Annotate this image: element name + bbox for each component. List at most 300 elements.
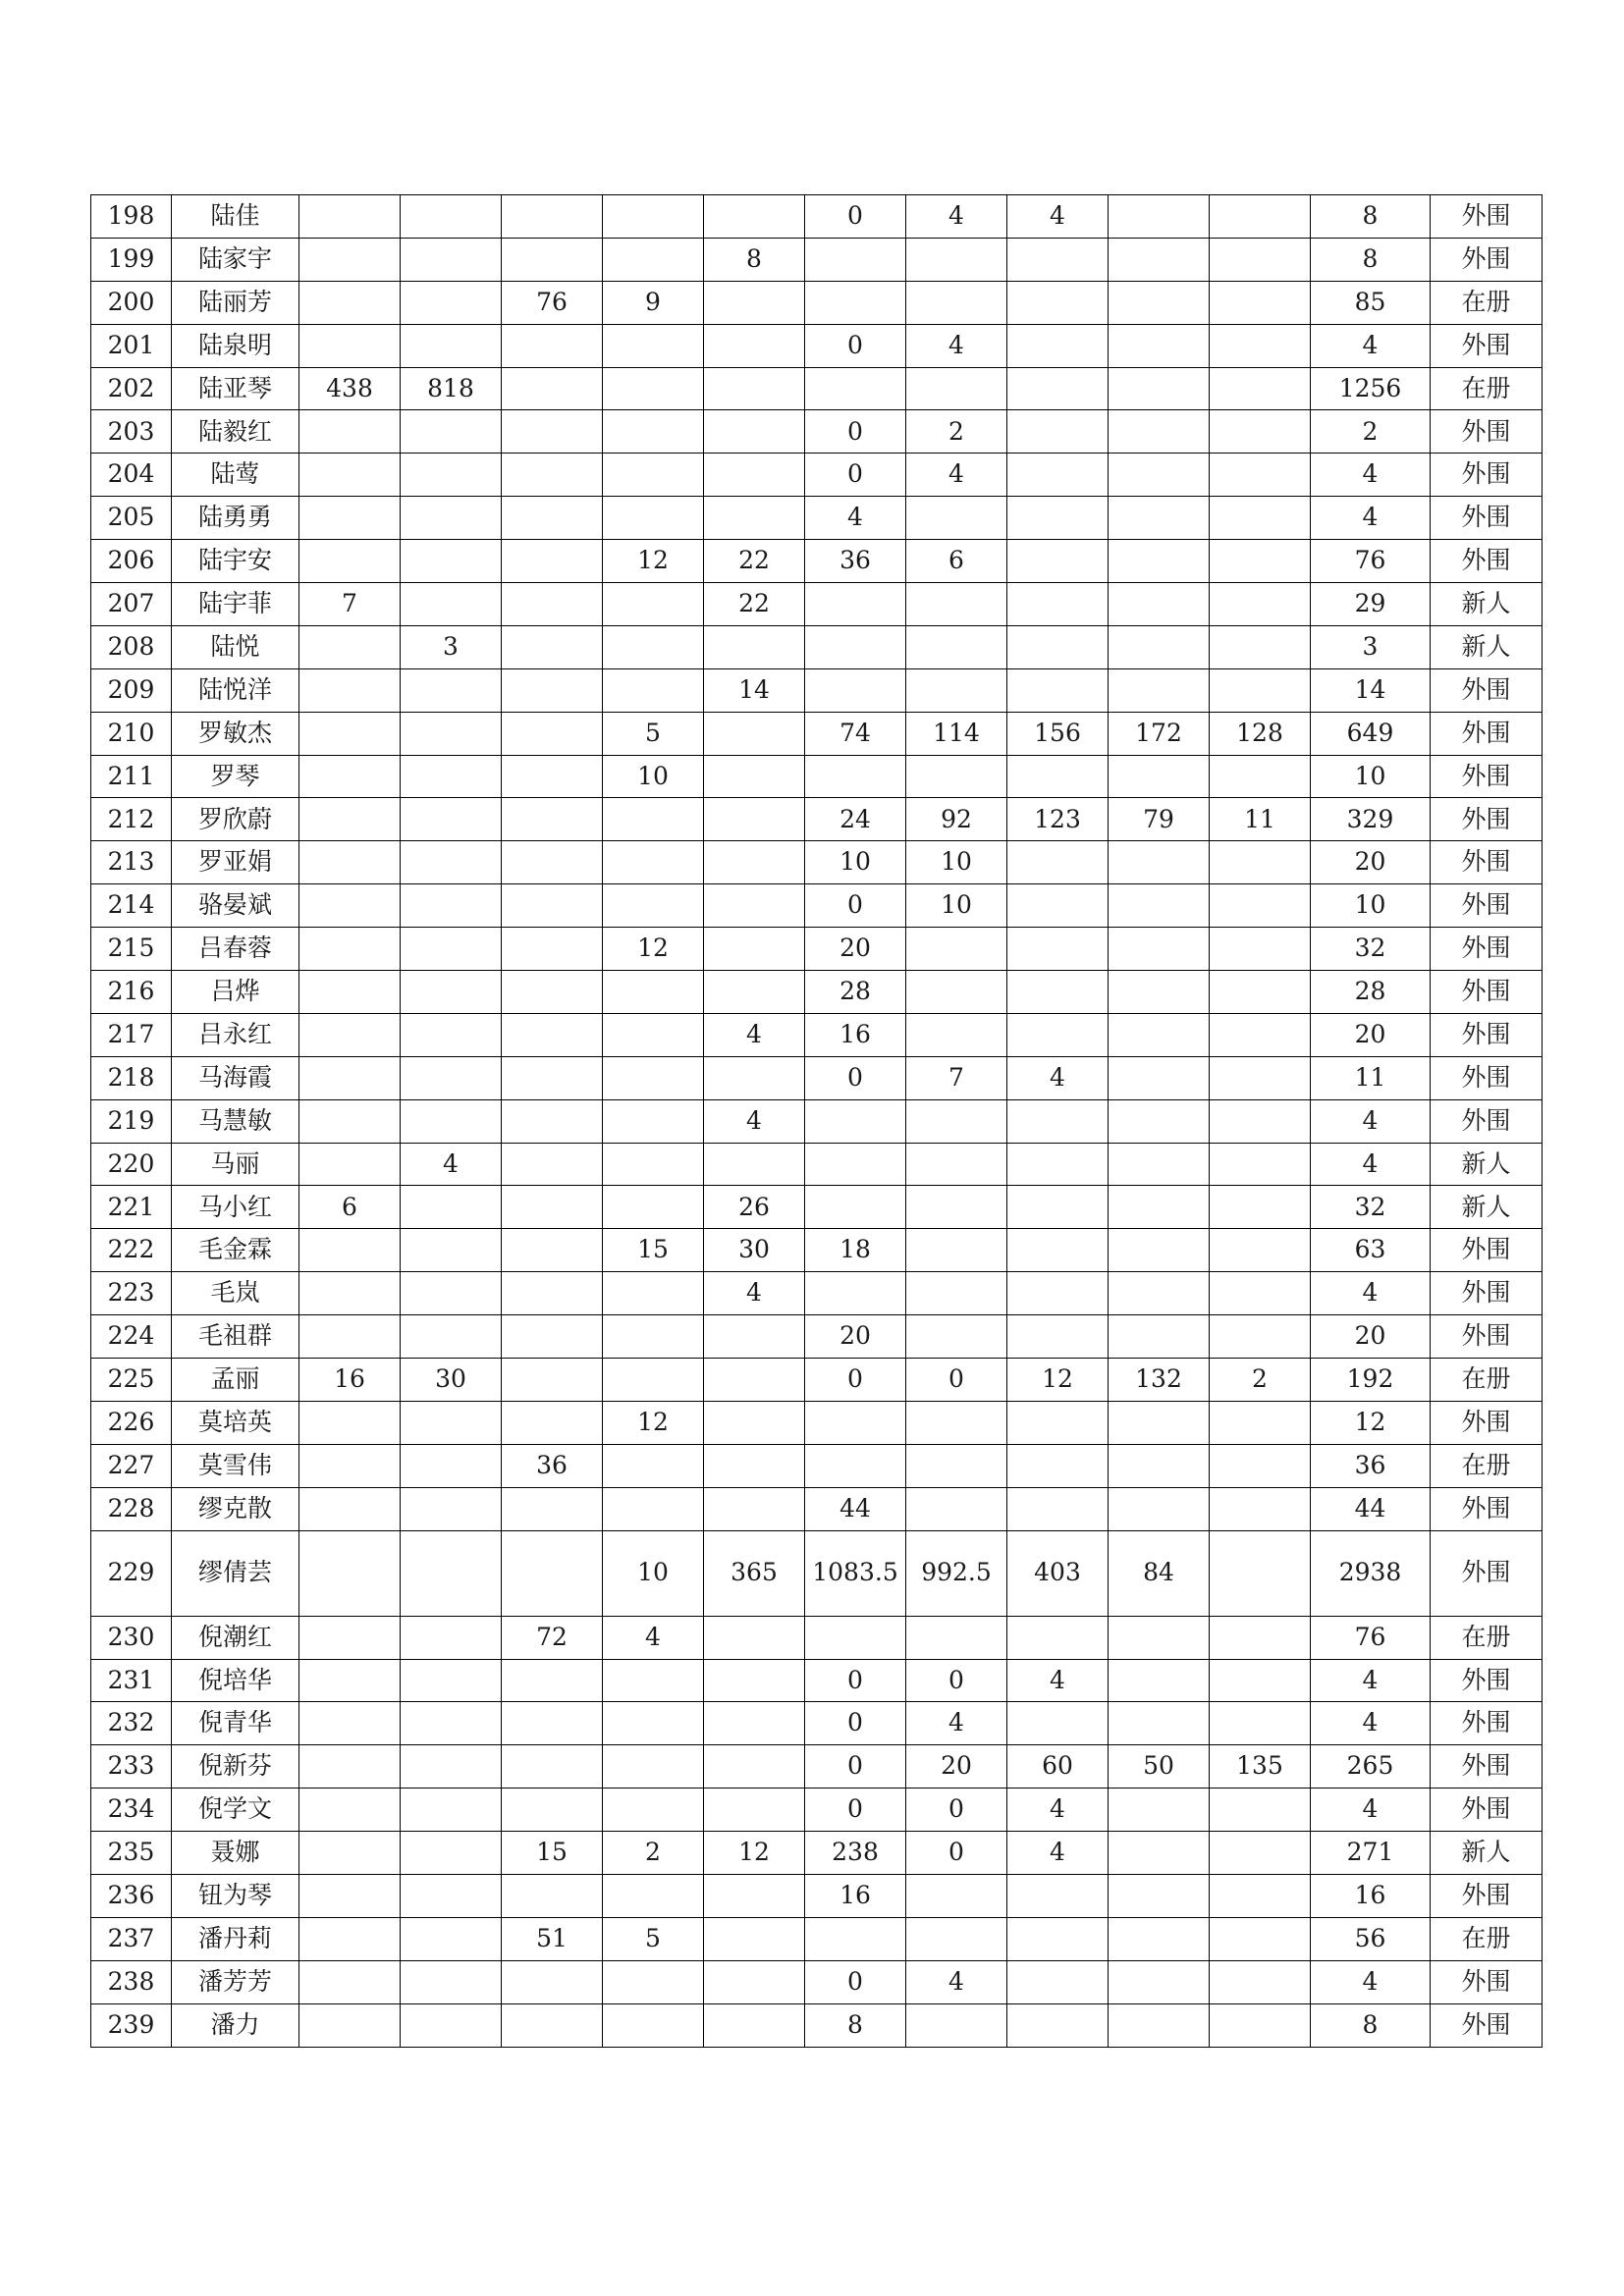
col-7: 26: [704, 1186, 805, 1229]
row-number: 198: [91, 195, 172, 239]
col-12: [1210, 497, 1311, 540]
name-cell: 陆悦: [172, 625, 299, 668]
col-3: [299, 1702, 401, 1745]
col-3: [299, 1143, 401, 1186]
table-row: [91, 1013, 1543, 1056]
row-number: 217: [91, 1013, 172, 1056]
col-3: 6: [299, 1186, 401, 1229]
col-10: 4: [1007, 1832, 1109, 1875]
col-6: 12: [603, 1401, 704, 1444]
row-number: 239: [91, 2003, 172, 2047]
col-12: [1210, 281, 1311, 324]
col-7: [704, 454, 805, 497]
col-11: [1109, 1229, 1210, 1272]
table-row: [91, 1444, 1543, 1487]
col-9: [906, 1099, 1007, 1143]
col-9: 0: [906, 1789, 1007, 1832]
col-8: [805, 1143, 906, 1186]
col-7: 12: [704, 1832, 805, 1875]
name-cell: 马慧敏: [172, 1099, 299, 1143]
status-cell: 外围: [1431, 1099, 1543, 1143]
status-cell: 在册: [1431, 281, 1543, 324]
col-6: [603, 1444, 704, 1487]
col-4: 30: [401, 1359, 502, 1402]
col-10: [1007, 540, 1109, 583]
table-row: [91, 1917, 1543, 1960]
row-number: 228: [91, 1487, 172, 1530]
col-5: [502, 1530, 603, 1616]
col-10: [1007, 1315, 1109, 1359]
row-number: 205: [91, 497, 172, 540]
col-8: 28: [805, 971, 906, 1014]
col-4: [401, 1272, 502, 1315]
table-row: [91, 755, 1543, 798]
col-7: [704, 1487, 805, 1530]
col-4: [401, 841, 502, 884]
col-12: [1210, 1487, 1311, 1530]
name-cell: 陆毅红: [172, 410, 299, 454]
col-6: [603, 1702, 704, 1745]
status-cell: 外围: [1431, 324, 1543, 367]
col-4: 4: [401, 1143, 502, 1186]
col-7: [704, 798, 805, 841]
col-5: [502, 1874, 603, 1917]
col-9: [906, 497, 1007, 540]
col-10: [1007, 841, 1109, 884]
status-cell: 外围: [1431, 1702, 1543, 1745]
col-10: [1007, 971, 1109, 1014]
col-7: 30: [704, 1229, 805, 1272]
col-11: [1109, 1143, 1210, 1186]
col-10: [1007, 1013, 1109, 1056]
col-10: [1007, 1917, 1109, 1960]
col-3: [299, 884, 401, 928]
col-7: [704, 1616, 805, 1659]
col-10: 403: [1007, 1530, 1109, 1616]
col-8: [805, 1616, 906, 1659]
col-9: [906, 1917, 1007, 1960]
col-7: [704, 324, 805, 367]
col-12: 2: [1210, 1359, 1311, 1402]
col-4: [401, 238, 502, 281]
col-11: [1109, 583, 1210, 626]
name-cell: 陆悦洋: [172, 668, 299, 712]
col-10: [1007, 1099, 1109, 1143]
col-12: [1210, 1659, 1311, 1702]
total-cell: 1256: [1311, 367, 1431, 410]
col-7: [704, 2003, 805, 2047]
col-6: 10: [603, 755, 704, 798]
col-3: [299, 1789, 401, 1832]
col-6: [603, 1056, 704, 1099]
row-number: 231: [91, 1659, 172, 1702]
col-5: [502, 1056, 603, 1099]
col-10: [1007, 454, 1109, 497]
total-cell: 28: [1311, 971, 1431, 1014]
total-cell: 8: [1311, 2003, 1431, 2047]
col-12: [1210, 195, 1311, 239]
col-12: [1210, 2003, 1311, 2047]
status-cell: 外围: [1431, 798, 1543, 841]
col-7: [704, 1659, 805, 1702]
table-row: [91, 1745, 1543, 1789]
col-6: [603, 195, 704, 239]
col-9: 4: [906, 1702, 1007, 1745]
col-6: 4: [603, 1616, 704, 1659]
total-cell: 2938: [1311, 1530, 1431, 1616]
col-10: 12: [1007, 1359, 1109, 1402]
col-8: 20: [805, 928, 906, 971]
name-cell: 缪倩芸: [172, 1530, 299, 1616]
status-cell: 在册: [1431, 1444, 1543, 1487]
col-5: [502, 625, 603, 668]
col-12: [1210, 668, 1311, 712]
total-cell: 85: [1311, 281, 1431, 324]
row-number: 206: [91, 540, 172, 583]
col-8: 0: [805, 454, 906, 497]
status-cell: 在册: [1431, 1359, 1543, 1402]
col-6: [603, 1315, 704, 1359]
col-6: [603, 1874, 704, 1917]
col-3: [299, 1874, 401, 1917]
col-8: 0: [805, 1789, 906, 1832]
col-11: [1109, 1401, 1210, 1444]
row-number: 214: [91, 884, 172, 928]
total-cell: 8: [1311, 195, 1431, 239]
col-5: [502, 1401, 603, 1444]
table-row: [91, 281, 1543, 324]
col-3: [299, 625, 401, 668]
table-row: [91, 712, 1543, 755]
col-7: [704, 1315, 805, 1359]
table-row: [91, 2003, 1543, 2047]
status-cell: 外围: [1431, 1315, 1543, 1359]
col-6: [603, 971, 704, 1014]
col-8: 0: [805, 1960, 906, 2003]
col-3: [299, 798, 401, 841]
total-cell: 4: [1311, 1143, 1431, 1186]
status-cell: 外围: [1431, 712, 1543, 755]
col-11: [1109, 1874, 1210, 1917]
col-10: 4: [1007, 195, 1109, 239]
col-6: 9: [603, 281, 704, 324]
col-10: [1007, 1487, 1109, 1530]
col-10: [1007, 583, 1109, 626]
col-7: [704, 1444, 805, 1487]
col-12: [1210, 367, 1311, 410]
col-5: [502, 1745, 603, 1789]
col-7: [704, 1874, 805, 1917]
col-5: [502, 1789, 603, 1832]
col-10: [1007, 928, 1109, 971]
total-cell: 649: [1311, 712, 1431, 755]
name-cell: 陆佳: [172, 195, 299, 239]
name-cell: 缪克散: [172, 1487, 299, 1530]
col-7: [704, 1917, 805, 1960]
col-4: [401, 884, 502, 928]
col-7: 8: [704, 238, 805, 281]
col-7: 365: [704, 1530, 805, 1616]
row-number: 229: [91, 1530, 172, 1616]
col-4: [401, 1874, 502, 1917]
table-row: [91, 928, 1543, 971]
status-cell: 在册: [1431, 367, 1543, 410]
col-4: [401, 668, 502, 712]
table-row: [91, 884, 1543, 928]
col-8: [805, 1401, 906, 1444]
col-3: [299, 1401, 401, 1444]
col-10: 4: [1007, 1789, 1109, 1832]
col-11: [1109, 668, 1210, 712]
name-cell: 倪培华: [172, 1659, 299, 1702]
col-12: [1210, 1143, 1311, 1186]
total-cell: 20: [1311, 841, 1431, 884]
col-10: [1007, 1143, 1109, 1186]
name-cell: 马小红: [172, 1186, 299, 1229]
col-12: [1210, 755, 1311, 798]
col-7: [704, 1143, 805, 1186]
col-5: [502, 497, 603, 540]
col-5: [502, 195, 603, 239]
row-number: 235: [91, 1832, 172, 1875]
col-3: 7: [299, 583, 401, 626]
col-3: [299, 195, 401, 239]
col-11: [1109, 1789, 1210, 1832]
col-8: 0: [805, 195, 906, 239]
name-cell: 莫培英: [172, 1401, 299, 1444]
col-5: [502, 1186, 603, 1229]
total-cell: 29: [1311, 583, 1431, 626]
col-4: [401, 1789, 502, 1832]
row-number: 219: [91, 1099, 172, 1143]
name-cell: 陆宇菲: [172, 583, 299, 626]
col-4: [401, 1186, 502, 1229]
col-4: [401, 195, 502, 239]
total-cell: 63: [1311, 1229, 1431, 1272]
col-4: [401, 583, 502, 626]
total-cell: 56: [1311, 1917, 1431, 1960]
col-4: [401, 1444, 502, 1487]
name-cell: 莫雪伟: [172, 1444, 299, 1487]
col-10: [1007, 625, 1109, 668]
col-3: [299, 1056, 401, 1099]
row-number: 236: [91, 1874, 172, 1917]
row-number: 203: [91, 410, 172, 454]
col-8: 238: [805, 1832, 906, 1875]
col-12: [1210, 1616, 1311, 1659]
col-12: [1210, 1401, 1311, 1444]
total-cell: 265: [1311, 1745, 1431, 1789]
col-4: [401, 1401, 502, 1444]
col-7: [704, 281, 805, 324]
col-5: [502, 324, 603, 367]
col-7: 4: [704, 1013, 805, 1056]
total-cell: 4: [1311, 1272, 1431, 1315]
col-4: [401, 1013, 502, 1056]
col-11: [1109, 1616, 1210, 1659]
row-number: 202: [91, 367, 172, 410]
name-cell: 陆丽芳: [172, 281, 299, 324]
col-7: 22: [704, 583, 805, 626]
name-cell: 毛金霖: [172, 1229, 299, 1272]
col-7: [704, 884, 805, 928]
col-5: [502, 238, 603, 281]
col-12: [1210, 1832, 1311, 1875]
col-4: [401, 1487, 502, 1530]
total-cell: 4: [1311, 454, 1431, 497]
col-12: [1210, 1917, 1311, 1960]
col-5: [502, 798, 603, 841]
col-7: [704, 1401, 805, 1444]
col-7: [704, 755, 805, 798]
col-7: 14: [704, 668, 805, 712]
total-cell: 10: [1311, 755, 1431, 798]
col-3: [299, 1315, 401, 1359]
table-row: [91, 1056, 1543, 1099]
total-cell: 10: [1311, 884, 1431, 928]
col-5: [502, 1013, 603, 1056]
name-cell: 孟丽: [172, 1359, 299, 1402]
col-11: [1109, 1056, 1210, 1099]
col-11: [1109, 1099, 1210, 1143]
row-number: 230: [91, 1616, 172, 1659]
table-row: [91, 1789, 1543, 1832]
row-number: 208: [91, 625, 172, 668]
col-8: 8: [805, 2003, 906, 2047]
table-row: [91, 497, 1543, 540]
col-12: 135: [1210, 1745, 1311, 1789]
row-number: 220: [91, 1143, 172, 1186]
status-cell: 外围: [1431, 1229, 1543, 1272]
status-cell: 外围: [1431, 1960, 1543, 2003]
col-6: [603, 367, 704, 410]
table-row: [91, 454, 1543, 497]
col-7: [704, 1056, 805, 1099]
row-number: 224: [91, 1315, 172, 1359]
total-cell: 4: [1311, 1659, 1431, 1702]
col-8: 16: [805, 1874, 906, 1917]
col-6: [603, 1659, 704, 1702]
col-3: [299, 1013, 401, 1056]
col-3: [299, 1530, 401, 1616]
total-cell: 12: [1311, 1401, 1431, 1444]
col-5: [502, 1143, 603, 1186]
table-row: [91, 1616, 1543, 1659]
col-8: [805, 755, 906, 798]
col-4: [401, 1056, 502, 1099]
col-5: [502, 755, 603, 798]
col-6: [603, 238, 704, 281]
col-9: [906, 1487, 1007, 1530]
name-cell: 罗欣蔚: [172, 798, 299, 841]
col-10: [1007, 2003, 1109, 2047]
col-3: [299, 928, 401, 971]
col-11: 84: [1109, 1530, 1210, 1616]
col-4: [401, 1659, 502, 1702]
col-5: [502, 367, 603, 410]
col-7: 22: [704, 540, 805, 583]
col-9: [906, 2003, 1007, 2047]
col-10: [1007, 1401, 1109, 1444]
col-10: 156: [1007, 712, 1109, 755]
col-12: [1210, 625, 1311, 668]
name-cell: 吕春蓉: [172, 928, 299, 971]
col-11: [1109, 1315, 1210, 1359]
name-cell: 倪新芬: [172, 1745, 299, 1789]
col-5: [502, 1229, 603, 1272]
col-9: 4: [906, 1960, 1007, 2003]
col-6: [603, 841, 704, 884]
col-3: [299, 324, 401, 367]
status-cell: 外围: [1431, 2003, 1543, 2047]
table-row: [91, 583, 1543, 626]
col-5: [502, 2003, 603, 2047]
status-cell: 外围: [1431, 1272, 1543, 1315]
col-9: [906, 583, 1007, 626]
col-8: [805, 1186, 906, 1229]
status-cell: 外围: [1431, 238, 1543, 281]
col-4: [401, 755, 502, 798]
col-7: [704, 625, 805, 668]
table-row: [91, 1960, 1543, 2003]
col-10: [1007, 1874, 1109, 1917]
col-8: 44: [805, 1487, 906, 1530]
col-5: [502, 583, 603, 626]
col-4: [401, 928, 502, 971]
col-11: [1109, 1272, 1210, 1315]
col-9: [906, 1315, 1007, 1359]
col-4: [401, 1745, 502, 1789]
col-6: [603, 798, 704, 841]
status-cell: 外围: [1431, 1056, 1543, 1099]
col-4: [401, 1099, 502, 1143]
status-cell: 外围: [1431, 1789, 1543, 1832]
col-10: 60: [1007, 1745, 1109, 1789]
col-6: [603, 497, 704, 540]
col-10: [1007, 1960, 1109, 2003]
table-row: [91, 1229, 1543, 1272]
col-3: [299, 668, 401, 712]
col-6: [603, 1272, 704, 1315]
col-3: [299, 712, 401, 755]
col-6: [603, 2003, 704, 2047]
col-8: [805, 1272, 906, 1315]
row-number: 226: [91, 1401, 172, 1444]
total-cell: 4: [1311, 1099, 1431, 1143]
col-12: [1210, 1099, 1311, 1143]
status-cell: 外围: [1431, 841, 1543, 884]
col-4: [401, 1616, 502, 1659]
col-8: 20: [805, 1315, 906, 1359]
col-11: [1109, 1702, 1210, 1745]
row-number: 221: [91, 1186, 172, 1229]
col-4: [401, 1530, 502, 1616]
table-row: [91, 841, 1543, 884]
col-9: [906, 668, 1007, 712]
col-6: [603, 324, 704, 367]
row-number: 200: [91, 281, 172, 324]
status-cell: 外围: [1431, 454, 1543, 497]
col-6: [603, 583, 704, 626]
col-6: 5: [603, 712, 704, 755]
col-5: [502, 540, 603, 583]
col-4: [401, 497, 502, 540]
col-5: 51: [502, 1917, 603, 1960]
col-12: [1210, 928, 1311, 971]
col-11: [1109, 497, 1210, 540]
col-3: [299, 1960, 401, 2003]
col-9: [906, 281, 1007, 324]
